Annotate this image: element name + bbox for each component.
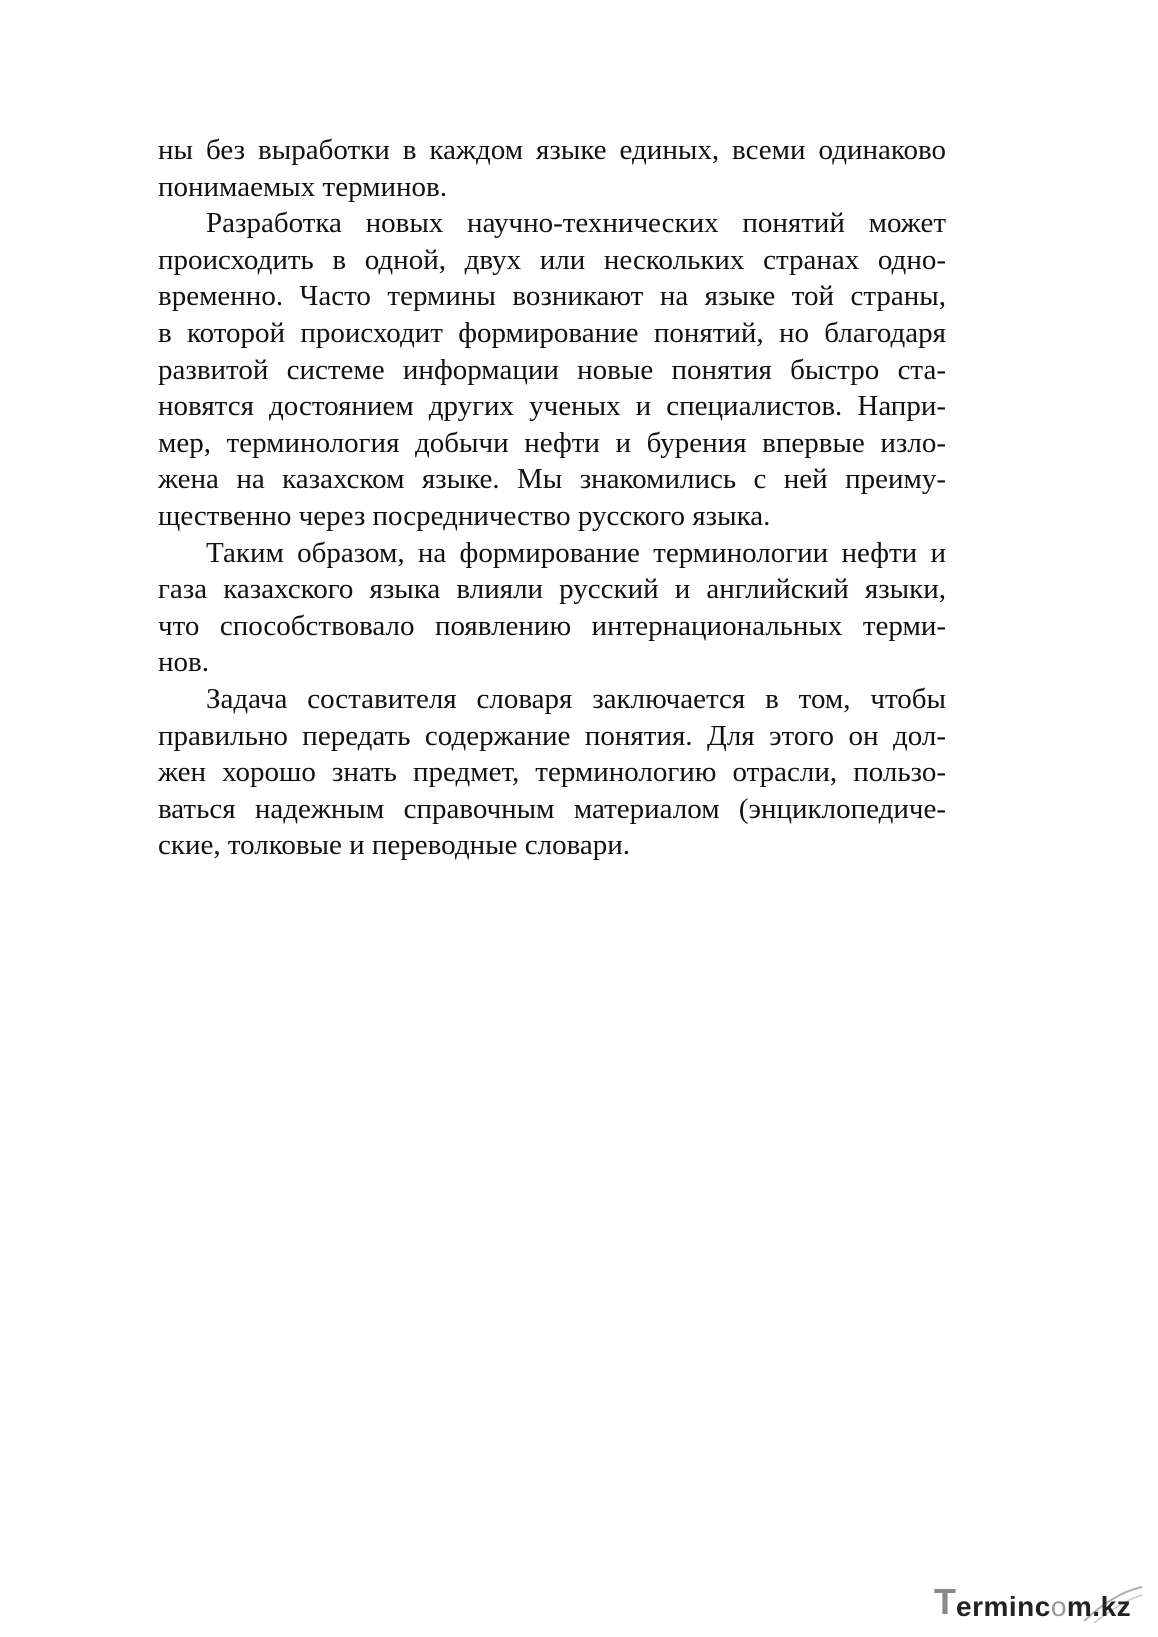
text-line: мер, терминология добычи нефти и бурения впервые изло-	[158, 426, 946, 459]
text-line: новятся достоянием других ученых и специалистов. Напри-	[158, 390, 946, 423]
text-line: временно. Часто термины возникают на языке той страны,	[158, 280, 946, 313]
text-line: происходить в одной, двух или нескольких странах одно-	[158, 243, 946, 276]
text-line: щественно через посредничество русского языка.	[158, 499, 771, 532]
text-line: правильно передать содержание понятия. Для этого он дол-	[158, 719, 946, 752]
logo-domain: m.kz	[1066, 1591, 1132, 1622]
paragraph	[158, 535, 946, 681]
text-line: жена на казахском языке. Мы знакомились с ней преиму-	[158, 463, 946, 496]
text-line: жен хорошо знать предмет, терминологию отрасли, пользо-	[158, 756, 946, 789]
paragraph	[158, 132, 946, 205]
text-line: ские, толковые и переводные словари.	[158, 829, 631, 862]
body-text	[158, 132, 946, 864]
logo-letter-t: T	[934, 1581, 956, 1622]
text-line: ваться надежным справочным материалом (энциклопедиче-	[158, 792, 946, 825]
text-line: Задача составителя словаря заключается в том, чтобы	[206, 682, 946, 715]
text-line: Таким образом, на формирование терминологии нефти и	[206, 536, 946, 569]
text-line: ны без выработки в каждом языке единых, всеми одинаково	[158, 134, 946, 166]
text-line: Разработка новых научно-технических понятий может	[206, 207, 946, 240]
logo-o-letter: o	[1050, 1591, 1067, 1622]
text-line: развитой системе информации новые понятия быстро ста-	[158, 353, 946, 386]
text-line: что способствовало появлению интернациональных терми-	[158, 609, 946, 642]
text-line: понимаемых терминов.	[158, 170, 447, 203]
text-line: в которой происходит формирование понятий, но благодаря	[158, 316, 946, 349]
logo-wordmark	[956, 1591, 1131, 1623]
text-line: нов.	[158, 646, 209, 679]
logo-text-main: erminc	[956, 1591, 1051, 1622]
terminkom-logo	[934, 1581, 1144, 1627]
paragraph	[158, 681, 946, 864]
text-line: газа казахского языка влияли русский и английский языки,	[158, 573, 946, 606]
paragraph	[158, 205, 946, 534]
